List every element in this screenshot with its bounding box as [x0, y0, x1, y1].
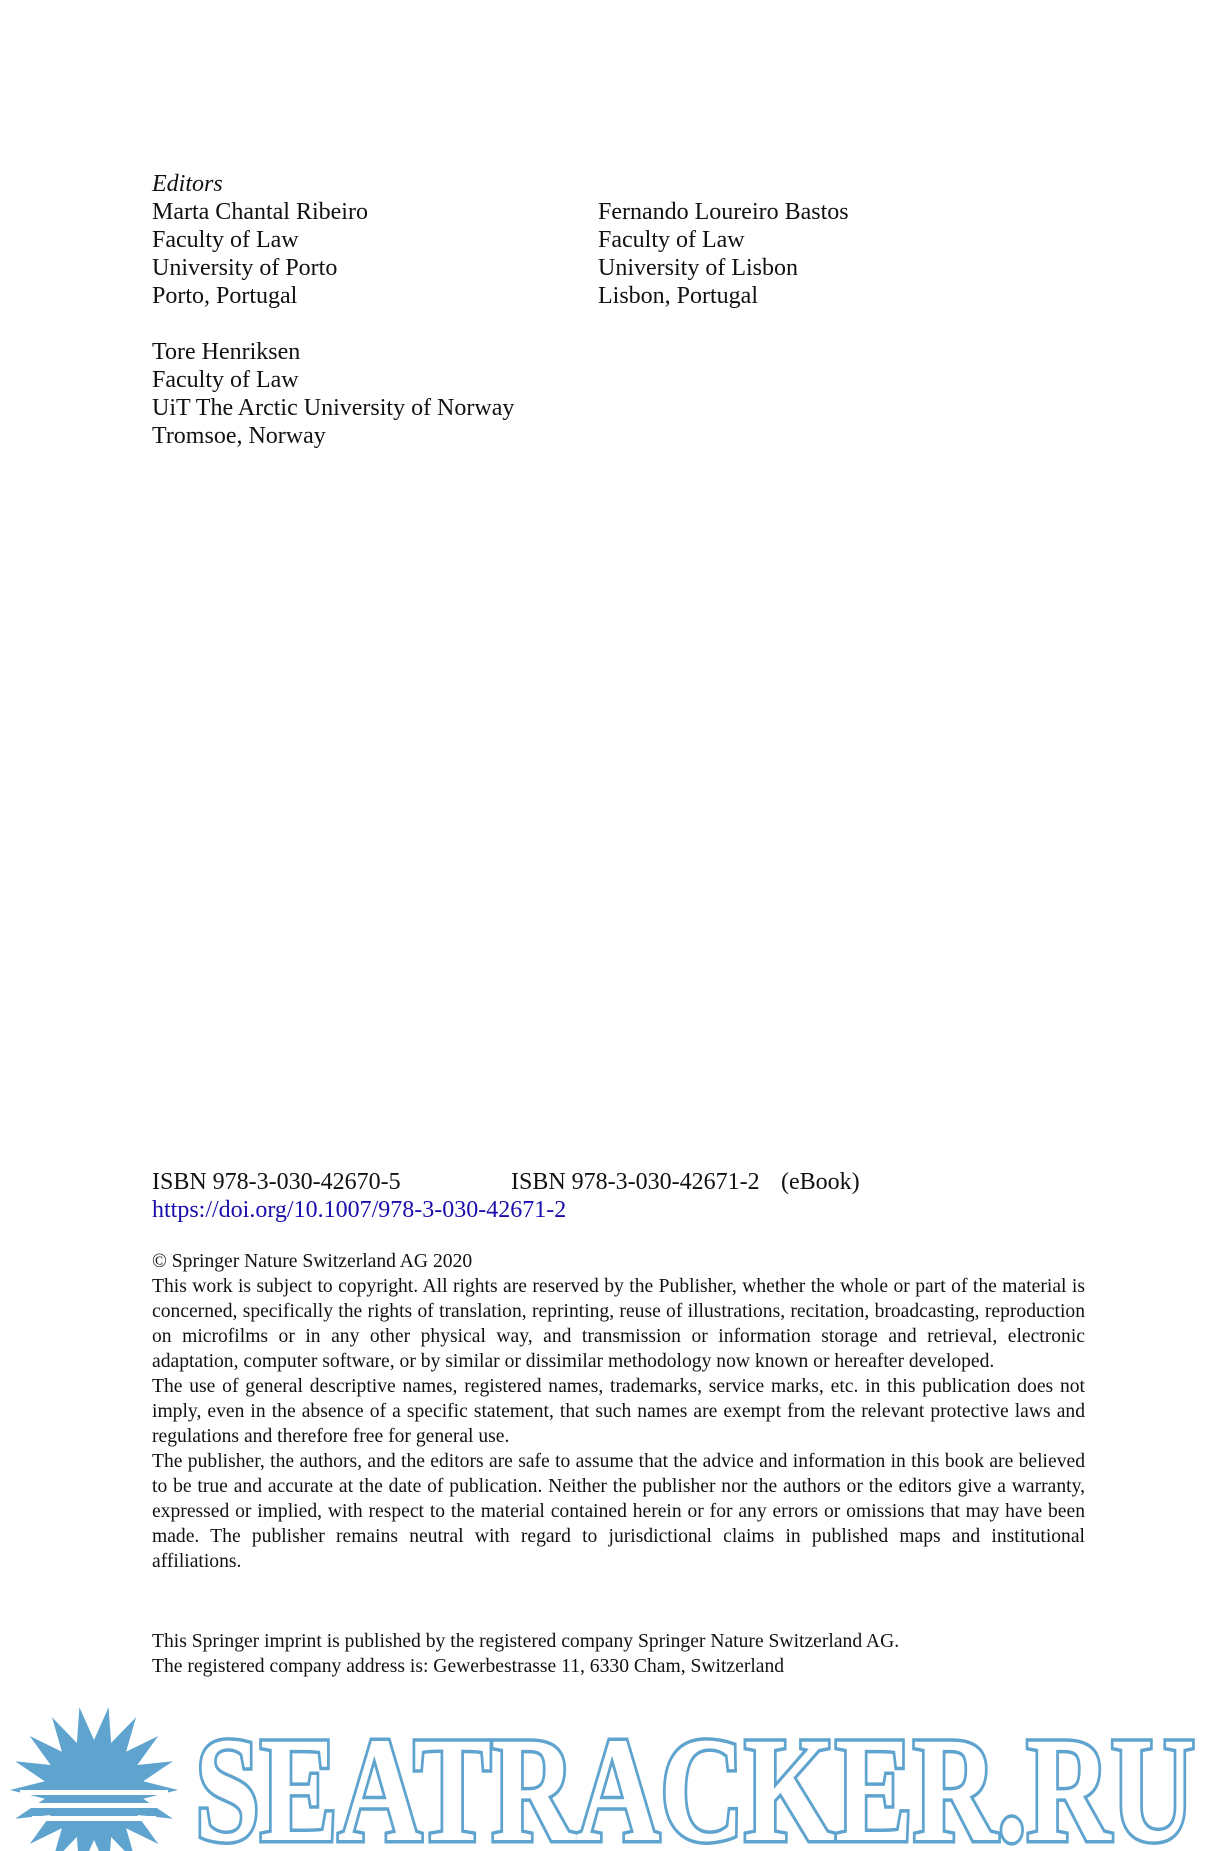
copyright-paragraph: The publisher, the authors, and the editors are safe to assume that the advice and information in this book are believed to be true and accurate at the date of publication. Neither the publisher nor the authors or the editors give a warranty, expressed or implied, with respect to the material contained herein or for any errors or omissions that may have been made. The publisher remains neutral with regard to jurisdictional claims in published maps and institutional affiliations. [152, 1451, 1085, 1572]
isbn-line [152, 1168, 860, 1196]
sun-logo-stripe [32, 1816, 156, 1821]
sun-logo-stripe [24, 1803, 164, 1808]
editor-henriksen [152, 338, 598, 450]
copyright-paragraph: This work is subject to copyright. All rights are reserved by the Publisher, whether the whole or part of the material is concerned, specifically the rights of translation, reprinting, reuse of illustrations, recitation, broadcasting, reproduction on microfilms or in any other physical way, and transmission or information storage and retrieval, electronic adaptation, computer software, or by similar or dissimilar methodology now known or hereafter developed. [152, 1276, 1085, 1372]
editor-row [152, 198, 1052, 310]
copyright-block [152, 1249, 1085, 1574]
copyright-paragraph: The use of general descriptive names, registered names, trademarks, service marks, etc. in this publication does not imply, even in the absence of a specific statement, that such names are exempt from the relevant protective laws and regulations and therefore free for general use. [152, 1376, 1085, 1447]
editor-bastos [598, 198, 1044, 310]
isbn-print: ISBN 978-3-030-42670-5 [152, 1169, 401, 1195]
editor-location: Lisbon, Portugal [598, 283, 758, 309]
editor-name: Marta Chantal Ribeiro [152, 199, 368, 225]
watermark-text: SEATRACKER.RU [195, 1707, 1195, 1851]
isbn-block [152, 1168, 860, 1224]
editor-location: Tromsoe, Norway [152, 423, 326, 449]
editor-university: University of Porto [152, 255, 338, 281]
editor-name: Tore Henriksen [152, 339, 301, 365]
sun-logo-icon [10, 1707, 178, 1851]
editors-block [152, 170, 1052, 450]
imprint-line: This Springer imprint is published by the registered company Springer Nature Switzerland AG. [152, 1631, 900, 1652]
editor-faculty: Faculty of Law [152, 227, 299, 253]
doi-link[interactable]: https://doi.org/10.1007/978-3-030-42671-2 [152, 1197, 567, 1223]
editor-ribeiro [152, 198, 598, 310]
watermark [0, 1702, 1221, 1851]
editor-faculty: Faculty of Law [598, 227, 745, 253]
isbn-ebook-label: (eBook) [781, 1169, 860, 1195]
editor-university: University of Lisbon [598, 255, 798, 281]
editor-faculty: Faculty of Law [152, 367, 299, 393]
sun-rays [10, 1707, 178, 1851]
imprint-address: The registered company address is: Gewerbestrasse 11, 6330 Cham, Switzerland [152, 1656, 785, 1677]
editor-university: UiT The Arctic University of Norway [152, 395, 515, 421]
editor-location: Porto, Portugal [152, 283, 298, 309]
sun-logo-stripe [20, 1790, 168, 1795]
editors-label: Editors [152, 171, 223, 197]
editor-name: Fernando Loureiro Bastos [598, 199, 849, 225]
imprint-block [152, 1629, 899, 1679]
isbn-ebook: ISBN 978-3-030-42671-2 [511, 1169, 760, 1195]
copyright-notice: © Springer Nature Switzerland AG 2020 [152, 1251, 473, 1272]
